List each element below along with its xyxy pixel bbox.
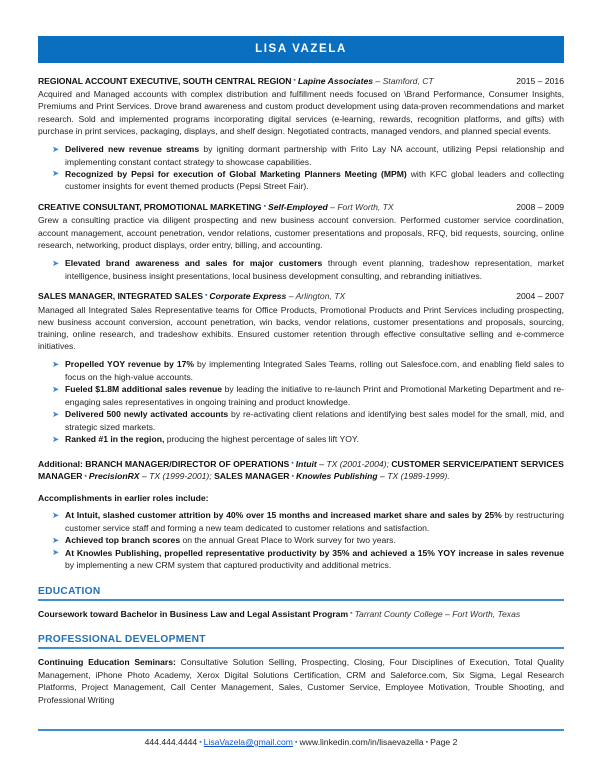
achievement-text: producing the highest percentage of sales lift YOY. — [164, 434, 359, 445]
education-school: Tarrant County College – Fort Worth, Texas — [354, 608, 521, 619]
achievement-highlight: Propelled YOY revenue by 17% — [65, 359, 195, 370]
square-bullet-icon: ▪ — [199, 738, 202, 746]
list-item — [38, 383, 564, 408]
additional-company-3: Knowles Publishing — [296, 471, 378, 481]
footer-page-number: Page 2 — [430, 737, 458, 747]
job-header — [38, 76, 564, 88]
additional-company-1: Intuit — [295, 458, 317, 469]
job-description: Managed all Integrated Sales Representative teams for Office Products, Promotional Products and Print Services including prospecting, new business account conversion, account penetration, win backs, vendor relations, customer presentations and proposals, sourcing, training, online research, and tradeshow exhibits. Ensured customer retention through effective consultative selling and e-commerce initiatives. — [38, 304, 564, 352]
achievement-highlight: Achieved top branch scores — [65, 535, 181, 546]
achievement-text: by re-activating client relations and identifying best sales model for the small, mid, and strategic sized markets. — [65, 409, 564, 432]
seminars-label: Continuing Education Seminars: — [38, 657, 176, 668]
job-location: – Arlington, TX — [286, 290, 346, 301]
square-bullet-icon: ▪ — [263, 203, 267, 211]
footer-phone: 444.444.4444 — [144, 737, 198, 747]
page-footer — [38, 729, 564, 747]
additional-role-3: SALES MANAGER — [214, 471, 290, 481]
achievement-text: on the annual Great Place to Work survey for two years. — [180, 535, 396, 546]
job-company: Corporate Express — [209, 290, 287, 301]
achievement-highlight: Elevated brand awareness and sales for major customers — [65, 258, 323, 269]
job-dates: 2008 – 2009 — [516, 201, 564, 212]
list-item — [38, 433, 564, 445]
job-company: Lapine Associates — [297, 75, 374, 86]
achievement-text: by implementing Integrated Sales Teams, rolling out Salesfoce.com, and enabling field sales to focus on the high-value accounts. — [65, 359, 564, 382]
additional-detail-3: – TX (1989-1999). — [380, 471, 450, 481]
square-bullet-icon: ▪ — [291, 472, 294, 480]
footer-email-link[interactable]: LisaVazela@gmail.com — [203, 737, 293, 747]
job-achievement-list — [38, 257, 564, 282]
additional-role-1: BRANCH MANAGER/DIRECTOR OF OPERATIONS — [85, 458, 290, 469]
additional-roles — [38, 458, 564, 483]
education-entry — [38, 608, 564, 620]
job-company: Self-Employed — [268, 201, 328, 212]
additional-company-2: PrecisionRX — [88, 471, 140, 481]
arrow-bullet-icon: ➤ — [52, 257, 60, 268]
arrow-bullet-icon: ➤ — [52, 168, 60, 179]
arrow-bullet-icon: ➤ — [52, 358, 60, 369]
arrow-bullet-icon: ➤ — [52, 143, 60, 154]
candidate-name-banner: LISA VAZELA — [38, 36, 564, 63]
accomplishments-list — [38, 509, 564, 571]
arrow-bullet-icon: ➤ — [52, 433, 60, 444]
list-item — [38, 534, 564, 546]
achievement-text: through event planning, tradeshow representation, market intelligence, business insight presentations, local business development consulting, and rebranding initiatives. — [65, 258, 564, 281]
achievement-highlight: Delivered new revenue streams — [65, 144, 200, 155]
arrow-bullet-icon: ➤ — [52, 534, 60, 545]
achievement-highlight: Delivered 500 newly activated accounts — [65, 409, 229, 420]
job-entry — [38, 202, 564, 282]
achievement-text: by leading the initiative to re-launch Print and Promotional Marketing Department and re-engaging sales representatives in ongoing training and product knowledge. — [65, 384, 564, 407]
square-bullet-icon: ▪ — [293, 77, 296, 85]
job-location: – Stamford, CT — [375, 75, 434, 86]
professional-development-entry — [38, 656, 564, 706]
list-item — [38, 408, 564, 433]
job-achievement-list — [38, 358, 564, 445]
job-location: – Fort Worth, TX — [327, 201, 394, 212]
footer-contact-line — [38, 737, 564, 747]
job-dates: 2015 – 2016 — [516, 75, 564, 86]
list-item — [38, 509, 564, 534]
additional-role-2: CUSTOMER SERVICE/PATIENT SERVICES MANAGER — [38, 458, 564, 481]
additional-detail-2: – TX (1999-2001); — [141, 471, 212, 481]
achievement-highlight: Fueled $1.8M additional sales revenue — [65, 384, 223, 395]
achievement-text: by restructuring customer service staff and forming a new team dedicated to customer relations and satisfaction. — [65, 510, 564, 533]
square-bullet-icon: ▪ — [350, 610, 353, 618]
education-section — [38, 586, 564, 620]
additional-detail-1: – TX (2001-2004); — [319, 458, 389, 469]
list-item — [38, 143, 564, 168]
job-entry — [38, 291, 564, 446]
achievement-text: by implementing a new CRM system that captured productivity and additional metrics. — [65, 560, 392, 571]
footer-divider — [38, 729, 564, 731]
list-item — [38, 257, 564, 282]
education-program: Coursework toward Bachelor in Business Law and Legal Assistant Program — [38, 608, 349, 619]
section-divider — [38, 647, 564, 649]
job-dates: 2004 – 2007 — [516, 290, 564, 301]
square-bullet-icon: ▪ — [294, 738, 298, 746]
job-header — [38, 291, 564, 303]
achievement-highlight: Ranked #1 in the region, — [65, 434, 165, 445]
square-bullet-icon: ▪ — [291, 460, 294, 468]
section-title-professional-development: PROFESSIONAL DEVELOPMENT — [38, 634, 206, 646]
arrow-bullet-icon: ➤ — [52, 383, 60, 394]
seminars-body: Consultative Solution Selling, Prospecting, Closing, Four Disciplines of Execution, Total Quality Management, iPhone Photo Academy, Xerox Digital Solutions Certification, CRM and Saleforce.com, Six Sigma, Legal Research Platforms, Project Management, Call Center Management, Sales, Customer Service, Employee Motivation, Trouble Shooting, and Professional Writing — [38, 657, 564, 705]
job-description: Grew a consulting practice via diligent prospecting and new business account conversion. Performed customer service coordination, account management, account penetration, vendor relations, customer presentations and proposals, RFQ, bid requests, sourcing, online research, networking, product displays, order entry, billing, and accounting. — [38, 215, 564, 250]
job-title: CREATIVE CONSULTANT, PROMOTIONAL MARKETING — [38, 201, 262, 212]
job-achievement-list — [38, 143, 564, 193]
square-bullet-icon: ▪ — [84, 472, 87, 480]
achievement-highlight: At Knowles Publishing, propelled representative productivity by 35% and achieved a 15% YOY increase in sales revenue — [65, 547, 564, 558]
arrow-bullet-icon: ➤ — [52, 408, 60, 419]
section-title-education: EDUCATION — [38, 585, 101, 597]
section-divider — [38, 599, 564, 601]
square-bullet-icon: ▪ — [204, 292, 208, 300]
achievement-text: with KFC global leaders and collecting customer insights for event themed products (Pepsi Street Fair). — [65, 168, 564, 192]
list-item — [38, 168, 564, 193]
professional-development-section — [38, 634, 564, 706]
square-bullet-icon: ▪ — [425, 738, 429, 746]
accomplishments-heading: Accomplishments in earlier roles include: — [38, 493, 209, 504]
job-header — [38, 202, 564, 214]
footer-linkedin: www.linkedin.com/in/lisaevazella — [299, 737, 424, 747]
achievement-text: by igniting dormant partnership with Frito Lay NA account, utilizing Pepsi relationship and implementing constant contact strategy to showcase capabilities. — [65, 144, 564, 167]
achievement-highlight: At Intuit, slashed customer attrition by 40% over 15 months and increased market share and sales by 25% — [65, 510, 502, 521]
arrow-bullet-icon: ➤ — [52, 509, 60, 520]
list-item — [38, 547, 564, 572]
additional-label: Additional: — [38, 458, 83, 469]
list-item — [38, 358, 564, 383]
job-title: SALES MANAGER, INTEGRATED SALES — [38, 290, 203, 301]
job-entry — [38, 76, 564, 193]
job-title: REGIONAL ACCOUNT EXECUTIVE, SOUTH CENTRAL REGION — [38, 75, 292, 86]
job-description: Acquired and Managed accounts with complex distribution and fulfillment needs focused on \Brand Performance, Consumer Insights, Premiums and Print Services. Drove brand awareness and custom product development using data-proven recommendations and market research. Sold and implemented programs incorporating digital services (e-learning, rewards, recognition platforms, and gifts) with purchase in print services, packaging, displays, and shelf design. Negotiated contracts, managed vendors, and planned special events. — [38, 89, 564, 136]
arrow-bullet-icon: ➤ — [52, 547, 60, 558]
achievement-highlight: Recognized by Pepsi for execution of Global Marketing Planners Meeting (MPM) — [65, 168, 407, 179]
